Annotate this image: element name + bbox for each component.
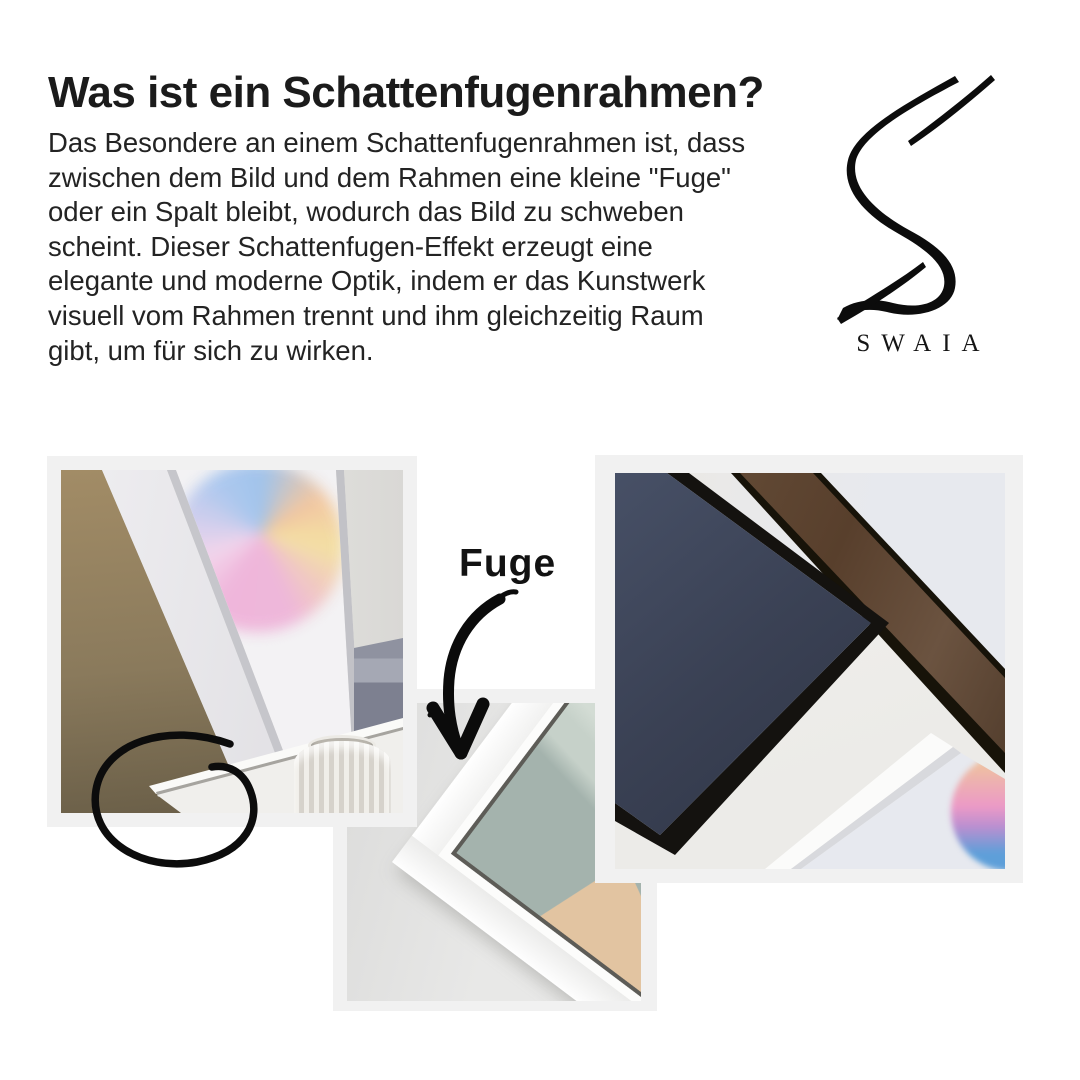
intro-line: gibt, um für sich zu wirken. bbox=[48, 334, 374, 366]
intro-line: Das Besondere an einem Schattenfugenrahmen ist, dass bbox=[48, 127, 746, 158]
ribbed-vase bbox=[294, 741, 391, 813]
page-title: Was ist ein Schattenfugenrahmen? bbox=[48, 68, 764, 117]
intro-line: elegante und moderne Optik, indem er das Kunstwerk bbox=[48, 265, 706, 297]
photo-stacked-frames bbox=[615, 473, 1005, 869]
photo-framed-art-with-vase bbox=[61, 470, 403, 813]
intro-line: visuell vom Rahmen trennt und ihm gleichzeitig Raum bbox=[48, 299, 704, 331]
intro-line: oder ein Spalt bleibt, wodurch das Bild zu schweben bbox=[48, 196, 684, 228]
swaia-logo-mark bbox=[833, 70, 1003, 326]
gradient-circle-artwork bbox=[951, 753, 1005, 869]
fuge-label: Fuge bbox=[459, 542, 557, 585]
intro-paragraph bbox=[48, 126, 745, 368]
intro-line: zwischen dem Bild und dem Rahmen eine kleine "Fuge" bbox=[48, 161, 731, 193]
card-stacked-frames bbox=[595, 455, 1023, 883]
intro-line: scheint. Dieser Schattenfugen-Effekt erzeugt eine bbox=[48, 230, 653, 262]
card-framed-art-scene bbox=[47, 456, 417, 827]
brand-wordmark: SWAIA bbox=[856, 330, 991, 357]
logo-bottom-blade bbox=[837, 262, 926, 324]
